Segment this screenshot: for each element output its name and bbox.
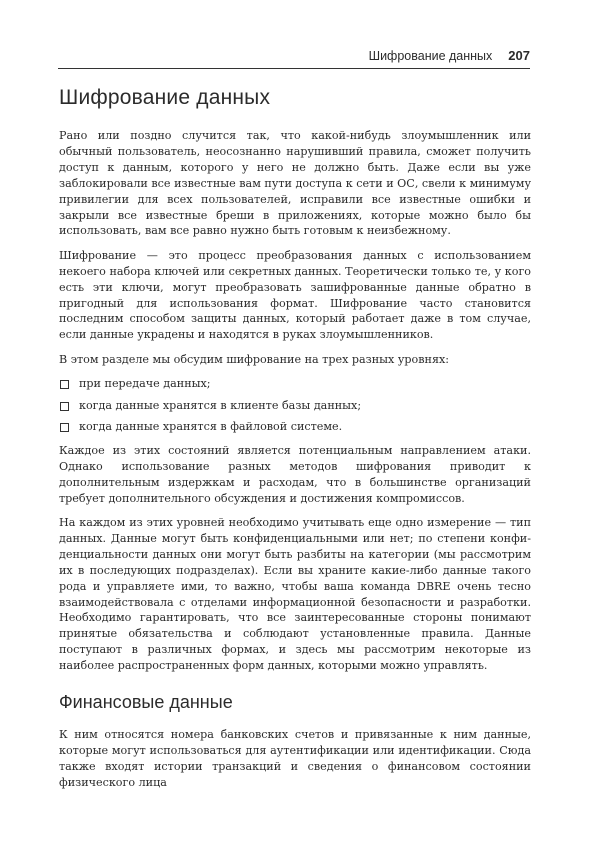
list-item xyxy=(59,419,531,435)
paragraph-encryption-definition: Шифрование — это процесс преобразования данных с использованием некоего набора ключей или секретных данных. Теоретически только те, у кого есть эти ключи, могут преобразовать зашифрованные данные обратно в пригодный для использования формат. Шифрование часто становится последним способом защиты данных, который работает даже в том случае, если данные украдены и находятся в руках злоумышленников. xyxy=(59,248,531,342)
checkbox-bullet-icon xyxy=(60,380,69,389)
paragraph-financial-data: К ним относятся номера банковских счетов и привязанные к ним данные, которые могут использоваться для аутентификации или идентификации. Сюда также входят истории транзакций и сведения о финансовом состоянии физического лица xyxy=(59,728,531,789)
page-number: 207 xyxy=(508,48,530,63)
paragraph-attack-vectors: Каждое из этих состояний является потенциальным направлением атаки. Однако использование разных методов шифрования приводит к дополнительным издержкам и расходам, что в большинстве организаций требует дополнительного обсуждения и достижения компромиссов. xyxy=(59,443,531,505)
checkbox-bullet-icon xyxy=(60,423,69,432)
paragraph-levels-intro: В этом разделе мы обсудим шифрование на трех разных уровнях: xyxy=(59,352,450,366)
list-item-text: при передаче данных; xyxy=(79,377,211,391)
running-header xyxy=(58,44,530,69)
list-item xyxy=(59,376,531,392)
list-item-text: когда данные хранятся в файловой системе. xyxy=(79,420,343,433)
page-content xyxy=(59,86,531,799)
list-item xyxy=(59,398,531,414)
paragraph-intro: Рано или поздно случится так, что какой-нибудь злоумышленник или обычный пользователь, неосознанно нарушивший правила, сможет получить доступ к данным, которого у него не должно быть. Даже если вы уже заблокировали все известные вам пути доступа к сети и ОС, свели к минимуму привилегии для всех пользователей, исправили все известные ошибки и закрыли все известные бреши в приложениях, которые можно было бы использовать, вам все равно нужно быть готовым к неизбежному. xyxy=(59,129,531,238)
subsection-title: Финансовые данные xyxy=(59,692,233,713)
section-title: Шифрование данных xyxy=(59,86,271,109)
running-header-section-title: Шифрование данных xyxy=(368,49,493,63)
list-item-text: когда данные хранятся в клиенте базы данных; xyxy=(79,398,362,412)
encryption-levels-list xyxy=(59,376,531,435)
paragraph-data-types: На каждом из этих уровней необходимо учитывать еще одно измерение — тип данных. Данные могут быть конфиденциальными или нет; по степени конфиденциальности данных они могут быть разбиты на категории (мы рассмотрим их в последующих подразделах). Если вы храните какие-либо данные такого рода и управляете ими, то важно, чтобы ваша команда DBRE очень тесно взаимодействовала с отделами информационной безопасности и разработки. Необходимо гарантировать, что все заинтересованные стороны понимают принятые обязательства и соблюдают установленные правила. Данные поступают в различных формах, и здесь мы рассмотрим некоторые из наиболее распространенных форм данных, которыми можно управлять. xyxy=(59,516,531,673)
checkbox-bullet-icon xyxy=(60,402,69,411)
